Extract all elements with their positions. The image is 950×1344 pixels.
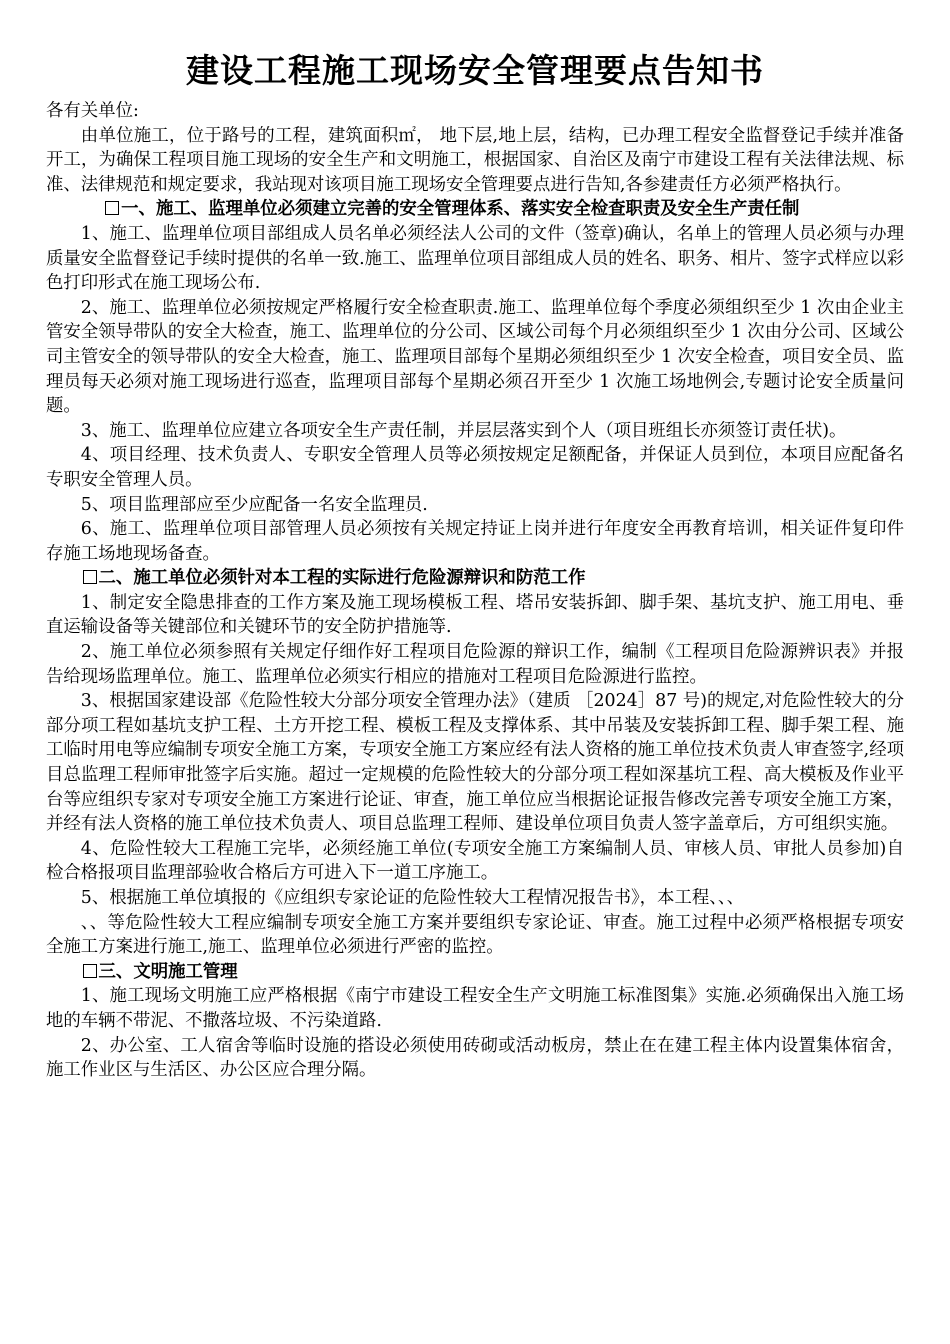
section-1-heading bbox=[46, 197, 904, 222]
section-2-item: 、、等危险性较大工程应编制专项安全施工方案并要组织专家论证、审查。施工过程中必须严格根据专项安全施工方案进行施工,施工、监理单位必须进行严密的监控。 bbox=[46, 912, 904, 958]
section-1-item: 5、项目监理部应至少应配备一名安全监理员. bbox=[80, 494, 428, 515]
checkbox-square-icon bbox=[83, 570, 97, 584]
document-title: 建设工程施工现场安全管理要点告知书 bbox=[186, 51, 764, 90]
intro-paragraph: 由单位施工，位于路号的工程，建筑面积㎡， 地下层,地上层，结构，已办理工程安全监督登记手续并准备开工，为确保工程项目施工现场的安全生产和文明施工，根据国家、自治区及南宁市建设工程有关法律法规、标准、法律规范和规定要求，我站现对该项目施工现场安全管理要点进行告知,各参建责任方必须严格执行。 bbox=[46, 125, 904, 195]
section-2-item: 2、施工单位必须参照有关规定仔细作好工程项目危险源的辩识工作，编制《工程项目危险源辨识表》并报告给现场监理单位。施工、监理单位必须实行相应的措施对工程项目危险源进行监控。 bbox=[46, 642, 904, 687]
salutation: 各有关单位: bbox=[46, 101, 139, 121]
section-2-item: 4、危险性较大工程施工完毕，必须经施工单位(专项安全施工方案编制人员、审核人员、审批人员参加)自检合格报项目监理部验收合格后方可进入下一道工序施工。 bbox=[46, 838, 904, 884]
section-2-heading-text: 二、施工单位必须针对本工程的实际进行危险源辩识和防范工作 bbox=[98, 568, 586, 589]
section-1-item: 2、施工、监理单位必须按规定严格履行安全检查职责.施工、监理单位每个季度必须组织至少 1 次由企业主管安全领导带队的安全大检查，施工、监理单位的分公司、区域公司每个月必须组织至少 1 次由分公司、区域公司主管安全的领导带队的安全大检查，施工、监理项目部每个星期必须组织至少 1 次安全检查，项目安全员、监理员每天必须对施工现场进行巡查，监理项目部每个星期必须召开至少 1 次施工场地例会,专题讨论安全质量问题。 bbox=[46, 297, 904, 417]
checkbox-square-icon bbox=[105, 201, 119, 215]
section-1-item: 1、施工、监理单位项目部组成人员名单必须经法人公司的文件（签章)确认，名单上的管理人员必须与办理质量安全监督登记手续时提供的名单一致.施工、监理单位项目部组成人员的姓名、职务、相片、签字式样应以彩色打印形式在施工现场公布. bbox=[46, 223, 904, 294]
section-3-heading bbox=[46, 960, 904, 985]
section-2-item: 5、根据施工单位填报的《应组织专家论证的危险性较大工程情况报告书》，本工程、、、 bbox=[80, 888, 744, 908]
checkbox-square-icon bbox=[83, 964, 97, 978]
section-1-item: 3、施工、监理单位应建立各项安全生产责任制，并层层落实到个人（项目班组长亦须签订责任状)。 bbox=[80, 420, 847, 441]
section-1-item: 6、施工、监理单位项目部管理人员必须按有关规定持证上岗并进行年度安全再教育培训，相关证件复印件存施工场地现场备查。 bbox=[46, 519, 904, 564]
document-body bbox=[46, 99, 904, 1083]
section-2-item: 3、根据国家建设部《危险性较大分部分项安全管理办法》（建质 ［2024］87 号)的规定,对危险性较大的分部分项工程如基坑支护工程、土方开挖工程、模板工程及支撑体系、其中吊装及安装拆卸工程、脚手架工程、施工临时用电等应编制专项安全施工方案，专项安全施工方案应经有法人资格的施工单位技术负责人审查签字,经项目总监理工程师审批签字后实施。超过一定规模的危险性较大的分部分项工程如深基坑工程、高大模板及作业平台等应组织专家对专项安全施工方案进行论证、审查，施工单位应当根据论证报告修改完善专项安全施工方案，并经有法人资格的施工单位技术负责人、项目总监理工程师、建设单位项目负责人签字盖章后，方可组织实施。 bbox=[46, 691, 904, 835]
section-3-heading-text: 三、文明施工管理 bbox=[98, 961, 238, 982]
section-1-heading-text: 一、施工、监理单位必须建立完善的安全管理体系、落实安全检查职责及安全生产责任制 bbox=[121, 199, 800, 220]
section-1-item: 4、项目经理、技术负责人、专职安全管理人员等必须按规定足额配备，并保证人员到位，本项目应配备名专职安全管理人员。 bbox=[46, 445, 904, 490]
section-3-item: 2、办公室、工人宿舍等临时设施的搭设必须使用砖砌或活动板房，禁止在在建工程主体内设置集体宿舍，施工作业区与生活区、办公区应合理分隔。 bbox=[46, 1035, 904, 1081]
section-2-heading bbox=[46, 566, 904, 591]
section-2-item: 1、制定安全隐患排查的工作方案及施工现场模板工程、塔吊安装拆卸、脚手架、基坑支护、施工用电、垂直运输设备等关键部位和关键环节的安全防护措施等. bbox=[46, 592, 904, 638]
section-3-item: 1、施工现场文明施工应严格根据《南宁市建设工程安全生产文明施工标准图集》实施.必须确保出入施工场地的车辆不带泥、不撒落垃圾、不污染道路. bbox=[46, 986, 904, 1031]
